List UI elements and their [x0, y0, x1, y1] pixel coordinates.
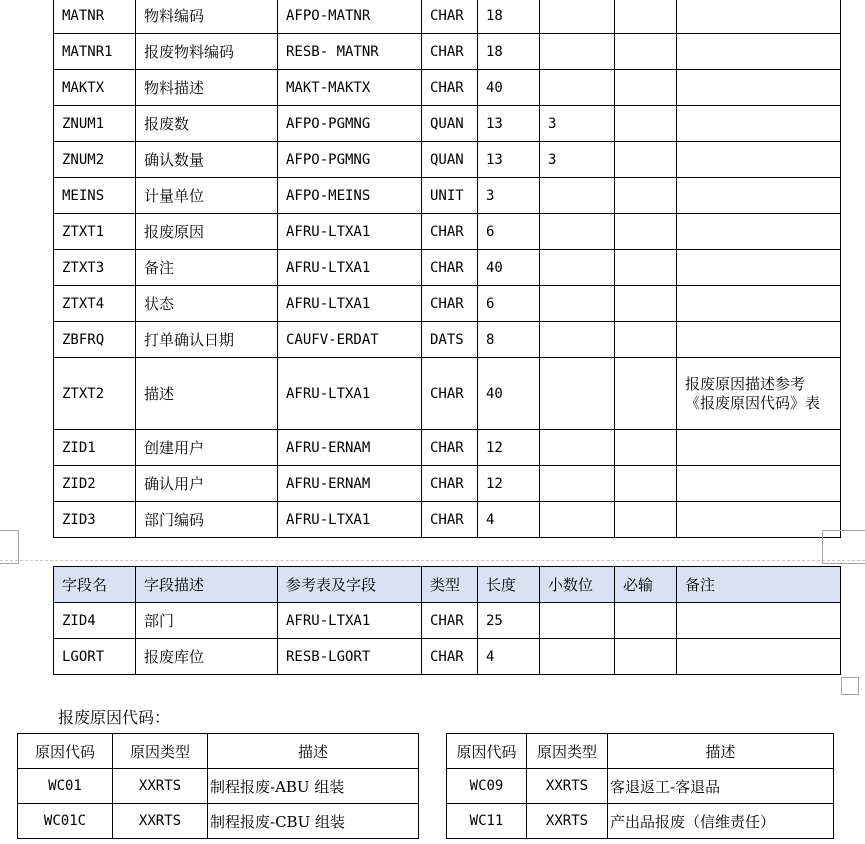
cell-length: 13 — [478, 142, 540, 178]
cell-note — [677, 430, 841, 466]
cell-note — [677, 639, 841, 675]
cell-type: CHAR — [422, 358, 478, 430]
cell-type: CHAR — [422, 603, 478, 639]
field-table-body — [54, 0, 841, 538]
cell-required — [615, 0, 677, 34]
cell-field: ZNUM1 — [54, 106, 136, 142]
cell-code: WC11 — [447, 804, 527, 839]
cell-decimals — [540, 603, 615, 639]
cell-note — [677, 214, 841, 250]
cell-desc: 物料描述 — [136, 70, 278, 106]
cell-note — [677, 286, 841, 322]
cell-desc: 制程报废-ABU 组装 — [208, 769, 419, 804]
cell-desc: 制程报废-CBU 组装 — [208, 804, 419, 839]
cell-ref: RESB-LGORT — [278, 639, 422, 675]
table-row — [447, 804, 834, 839]
cell-length: 18 — [478, 34, 540, 70]
reason-code-title: 报废原因代码： — [58, 708, 171, 727]
cell-desc: 客退返工-客退品 — [608, 769, 834, 804]
cell-type: XXRTS — [527, 769, 608, 804]
table-row — [54, 286, 841, 322]
cell-field: ZTXT4 — [54, 286, 136, 322]
field-table-continued-body — [54, 603, 841, 675]
cell-desc: 报废数 — [136, 106, 278, 142]
cell-length: 13 — [478, 106, 540, 142]
cell-desc: 创建用户 — [136, 430, 278, 466]
header-desc: 字段描述 — [136, 567, 278, 603]
cell-length: 3 — [478, 178, 540, 214]
cell-ref: AFPO-PGMNG — [278, 106, 422, 142]
cell-ref: AFRU-LTXA1 — [278, 250, 422, 286]
table-row — [18, 804, 419, 839]
cell-ref: AFPO-MATNR — [278, 0, 422, 34]
cell-field: ZTXT3 — [54, 250, 136, 286]
cell-decimals — [540, 214, 615, 250]
cell-length: 6 — [478, 214, 540, 250]
header-field: 字段名 — [54, 567, 136, 603]
cell-note: 报废原因描述参考《报废原因代码》表 — [677, 358, 841, 430]
cell-required — [615, 142, 677, 178]
cell-field: ZID4 — [54, 603, 136, 639]
cell-desc: 报废物料编码 — [136, 34, 278, 70]
reason-code-table-right — [446, 733, 834, 839]
cell-decimals — [540, 250, 615, 286]
cell-type: XXRTS — [527, 804, 608, 839]
cell-desc: 状态 — [136, 286, 278, 322]
cell-length: 12 — [478, 430, 540, 466]
cell-required — [615, 639, 677, 675]
page-break-line — [0, 560, 865, 561]
cell-note — [677, 0, 841, 34]
cell-field: MATNR — [54, 0, 136, 34]
cell-ref: AFPO-PGMNG — [278, 142, 422, 178]
table-row — [54, 106, 841, 142]
cell-note — [677, 250, 841, 286]
cell-type: QUAN — [422, 142, 478, 178]
reason-code-table-left — [17, 733, 419, 839]
table-row — [54, 639, 841, 675]
cell-type: CHAR — [422, 502, 478, 538]
header-row — [447, 734, 834, 769]
cell-note — [677, 178, 841, 214]
cell-type: UNIT — [422, 178, 478, 214]
cell-desc: 计量单位 — [136, 178, 278, 214]
cell-length: 6 — [478, 286, 540, 322]
cell-decimals — [540, 322, 615, 358]
field-definition-table-continued — [53, 566, 841, 675]
table-row — [18, 769, 419, 804]
field-definition-table — [53, 0, 841, 538]
cell-note — [677, 106, 841, 142]
cell-length: 8 — [478, 322, 540, 358]
header-type: 类型 — [422, 567, 478, 603]
cell-ref: AFRU-ERNAM — [278, 430, 422, 466]
cell-note — [677, 142, 841, 178]
cell-length: 12 — [478, 466, 540, 502]
cell-decimals — [540, 430, 615, 466]
cell-length: 40 — [478, 70, 540, 106]
cell-ref: AFRU-LTXA1 — [278, 286, 422, 322]
cell-ref: AFRU-LTXA1 — [278, 358, 422, 430]
table-row — [447, 769, 834, 804]
header-note: 备注 — [677, 567, 841, 603]
cell-decimals — [540, 358, 615, 430]
cell-required — [615, 358, 677, 430]
cell-length: 40 — [478, 250, 540, 286]
header-ref: 参考表及字段 — [278, 567, 422, 603]
cell-desc: 部门编码 — [136, 502, 278, 538]
header-desc: 描述 — [608, 734, 834, 769]
cell-decimals — [540, 0, 615, 34]
cell-desc: 描述 — [136, 358, 278, 430]
cell-decimals — [540, 466, 615, 502]
cell-type: CHAR — [422, 639, 478, 675]
cell-field: MAKTX — [54, 70, 136, 106]
cell-decimals: 3 — [540, 106, 615, 142]
cell-length: 25 — [478, 603, 540, 639]
cell-field: ZID1 — [54, 430, 136, 466]
cell-length: 4 — [478, 639, 540, 675]
cell-code: WC01 — [18, 769, 113, 804]
cell-type: DATS — [422, 322, 478, 358]
cell-desc: 物料编码 — [136, 0, 278, 34]
cell-note — [677, 70, 841, 106]
cell-note — [677, 502, 841, 538]
cell-desc: 报废原因 — [136, 214, 278, 250]
cell-required — [615, 250, 677, 286]
cell-ref: CAUFV-ERDAT — [278, 322, 422, 358]
cell-field: MATNR1 — [54, 34, 136, 70]
cell-required — [615, 286, 677, 322]
header-required: 必输 — [615, 567, 677, 603]
table-row — [54, 466, 841, 502]
cell-desc: 确认用户 — [136, 466, 278, 502]
cell-required — [615, 430, 677, 466]
cell-ref: AFRU-LTXA1 — [278, 214, 422, 250]
cell-ref: AFRU-LTXA1 — [278, 603, 422, 639]
page-margin-mark-left — [0, 530, 19, 564]
cell-type: CHAR — [422, 286, 478, 322]
cell-ref: AFPO-MEINS — [278, 178, 422, 214]
cell-length: 18 — [478, 0, 540, 34]
cell-field: ZBFRQ — [54, 322, 136, 358]
cell-desc: 确认数量 — [136, 142, 278, 178]
cell-type: XXRTS — [113, 804, 208, 839]
table-row — [54, 603, 841, 639]
table-row — [54, 430, 841, 466]
cell-required — [615, 466, 677, 502]
cell-desc: 备注 — [136, 250, 278, 286]
cell-required — [615, 322, 677, 358]
cell-ref: RESB- MATNR — [278, 34, 422, 70]
cell-desc: 报废库位 — [136, 639, 278, 675]
table-row — [54, 214, 841, 250]
cell-type: XXRTS — [113, 769, 208, 804]
header-code: 原因代码 — [18, 734, 113, 769]
header-row — [54, 567, 841, 603]
cell-desc: 部门 — [136, 603, 278, 639]
cell-type: QUAN — [422, 106, 478, 142]
cell-type: CHAR — [422, 214, 478, 250]
cell-decimals — [540, 178, 615, 214]
cell-desc: 打单确认日期 — [136, 322, 278, 358]
table-row — [54, 322, 841, 358]
cell-required — [615, 502, 677, 538]
table-resize-handle — [841, 677, 859, 695]
header-decimals: 小数位 — [540, 567, 615, 603]
cell-field: ZTXT1 — [54, 214, 136, 250]
cell-ref: AFRU-ERNAM — [278, 466, 422, 502]
cell-type: CHAR — [422, 430, 478, 466]
cell-code: WC01C — [18, 804, 113, 839]
cell-length: 4 — [478, 502, 540, 538]
reason-left-body — [18, 769, 419, 839]
cell-note — [677, 34, 841, 70]
table-row — [54, 250, 841, 286]
cell-required — [615, 603, 677, 639]
table-row — [54, 178, 841, 214]
header-code: 原因代码 — [447, 734, 527, 769]
cell-decimals — [540, 70, 615, 106]
cell-type: CHAR — [422, 466, 478, 502]
cell-note — [677, 322, 841, 358]
cell-decimals — [540, 286, 615, 322]
cell-required — [615, 214, 677, 250]
cell-field: LGORT — [54, 639, 136, 675]
reason-right-body — [447, 769, 834, 839]
cell-required — [615, 34, 677, 70]
cell-note — [677, 603, 841, 639]
cell-field: ZTXT2 — [54, 358, 136, 430]
table-row — [54, 70, 841, 106]
table-row — [54, 0, 841, 34]
cell-decimals — [540, 502, 615, 538]
cell-type: CHAR — [422, 0, 478, 34]
cell-code: WC09 — [447, 769, 527, 804]
cell-required — [615, 178, 677, 214]
cell-desc: 产出品报废（信维责任） — [608, 804, 834, 839]
header-desc: 描述 — [208, 734, 419, 769]
cell-type: CHAR — [422, 34, 478, 70]
cell-ref: MAKT-MAKTX — [278, 70, 422, 106]
header-row — [18, 734, 419, 769]
cell-required — [615, 70, 677, 106]
cell-decimals — [540, 639, 615, 675]
table-row — [54, 142, 841, 178]
cell-required — [615, 106, 677, 142]
cell-ref: AFRU-LTXA1 — [278, 502, 422, 538]
header-type: 原因类型 — [527, 734, 608, 769]
cell-note — [677, 466, 841, 502]
page-margin-mark-right — [822, 530, 865, 564]
table-row — [54, 34, 841, 70]
cell-field: ZID2 — [54, 466, 136, 502]
cell-decimals: 3 — [540, 142, 615, 178]
cell-field: ZNUM2 — [54, 142, 136, 178]
cell-type: CHAR — [422, 250, 478, 286]
header-type: 原因类型 — [113, 734, 208, 769]
table-row — [54, 358, 841, 430]
cell-field: MEINS — [54, 178, 136, 214]
cell-field: ZID3 — [54, 502, 136, 538]
header-length: 长度 — [478, 567, 540, 603]
cell-length: 40 — [478, 358, 540, 430]
cell-decimals — [540, 34, 615, 70]
table-row — [54, 502, 841, 538]
cell-type: CHAR — [422, 70, 478, 106]
